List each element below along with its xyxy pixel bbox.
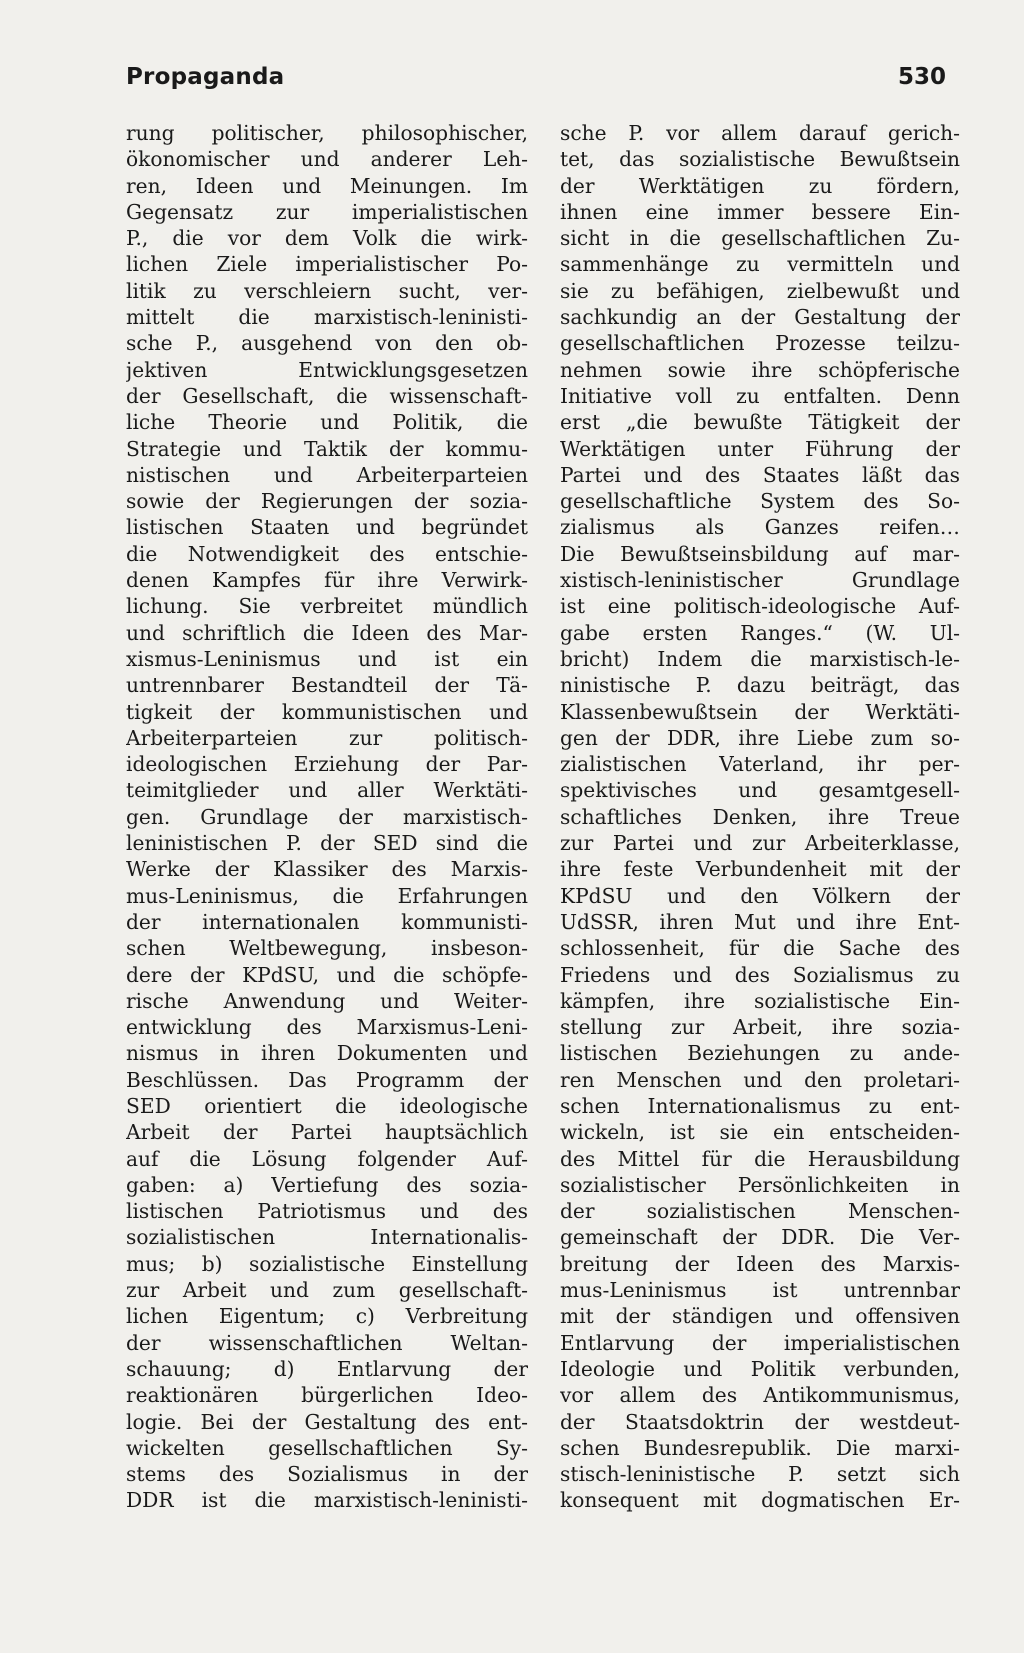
- text-line: mittelt die marxistisch-leninisti-: [126, 305, 528, 330]
- text-line: lichen Ziele imperialistischer Po-: [126, 252, 528, 277]
- text-line: zialismus als Ganzes reifen…: [560, 515, 960, 540]
- text-line: nehmen sowie ihre schöpferische: [560, 357, 960, 382]
- text-line: ninistische P. dazu beiträgt, das: [560, 673, 960, 698]
- text-line: tet, das sozialistische Bewußtsein: [560, 147, 960, 172]
- text-line: Werktätigen unter Führung der: [560, 436, 960, 461]
- text-line: sicht in die gesellschaftlichen Zu-: [560, 226, 960, 251]
- text-line: ist eine politisch-ideologische Auf-: [560, 594, 960, 619]
- right-column: [560, 120, 960, 1514]
- text-line: Die Bewußtseinsbildung auf mar-: [560, 541, 960, 566]
- text-line: denen Kampfes für ihre Verwirk-: [126, 568, 528, 593]
- text-line: Gegensatz zur imperialistischen: [126, 199, 528, 224]
- text-line: ideologischen Erziehung der Par-: [126, 752, 528, 777]
- text-line: gesellschaftlichen Prozesse teilzu-: [560, 331, 960, 356]
- text-line: KPdSU und den Völkern der: [560, 883, 960, 908]
- text-line: mit der ständigen und offensiven: [560, 1304, 960, 1329]
- text-line: sowie der Regierungen der sozia-: [126, 489, 528, 514]
- text-line: lichen Eigentum; c) Verbreitung: [126, 1304, 528, 1329]
- text-line: listischen Patriotismus und des: [126, 1199, 528, 1224]
- text-line: SED orientiert die ideologische: [126, 1093, 528, 1118]
- left-column: [126, 120, 528, 1514]
- text-line: Klassenbewußtsein der Werktäti-: [560, 699, 960, 724]
- text-line: rische Anwendung und Weiter-: [126, 988, 528, 1013]
- running-head: Propaganda: [126, 64, 285, 90]
- text-line: schen Weltbewegung, insbeson-: [126, 936, 528, 961]
- text-line: zur Partei und zur Arbeiterklasse,: [560, 831, 960, 856]
- text-line: stisch-leninistische P. setzt sich: [560, 1462, 960, 1487]
- text-line: sachkundig an der Gestaltung der: [560, 305, 960, 330]
- text-line: bricht) Indem die marxistisch-le-: [560, 646, 960, 671]
- text-line: mus; b) sozialistische Einstellung: [126, 1251, 528, 1276]
- text-line: xismus-Leninismus und ist ein: [126, 646, 528, 671]
- text-line: sche P. vor allem darauf gerich-: [560, 121, 960, 145]
- text-line: stems des Sozialismus in der: [126, 1462, 528, 1487]
- text-line: rung politischer, philosophischer,: [126, 121, 528, 145]
- text-line: ihnen eine immer bessere Ein-: [560, 199, 960, 224]
- text-line: wickelten gesellschaftlichen Sy-: [126, 1435, 528, 1460]
- text-line: DDR ist die marxistisch-leninisti-: [126, 1488, 528, 1513]
- text-line: lichung. Sie verbreitet mündlich: [126, 594, 528, 619]
- text-line: zialistischen Vaterland, ihr per-: [560, 752, 960, 777]
- text-line: gabe ersten Ranges.“ (W. Ul-: [560, 620, 960, 645]
- text-line: ren, Ideen und Meinungen. Im: [126, 173, 528, 198]
- text-line: ren Menschen und den proletari-: [560, 1067, 960, 1092]
- text-line: des Mittel für die Herausbildung: [560, 1146, 960, 1171]
- text-line: reaktionären bürgerlichen Ideo-: [126, 1383, 528, 1408]
- text-line: der Gesellschaft, die wissenschaft-: [126, 383, 528, 408]
- text-line: tigkeit der kommunistischen und: [126, 699, 528, 724]
- text-line: Friedens und des Sozialismus zu: [560, 962, 960, 987]
- text-line: sche P., ausgehend von den ob-: [126, 331, 528, 356]
- text-line: kämpfen, ihre sozialistische Ein-: [560, 988, 960, 1013]
- text-line: zur Arbeit und zum gesellschaft-: [126, 1278, 528, 1303]
- text-line: sozialistischer Persönlichkeiten in: [560, 1172, 960, 1197]
- text-line: xistisch-leninistischer Grundlage: [560, 568, 960, 593]
- text-line: auf die Lösung folgender Auf-: [126, 1146, 528, 1171]
- text-line: sozialistischen Internationalis-: [126, 1225, 528, 1250]
- text-line: gesellschaftliche System des So-: [560, 489, 960, 514]
- text-line: leninistischen P. der SED sind die: [126, 831, 528, 856]
- text-line: Werke der Klassiker des Marxis-: [126, 857, 528, 882]
- text-line: Initiative voll zu entfalten. Denn: [560, 383, 960, 408]
- text-line: gemeinschaft der DDR. Die Ver-: [560, 1225, 960, 1250]
- text-line: schen Internationalismus zu ent-: [560, 1093, 960, 1118]
- page-number: 530: [897, 64, 946, 90]
- text-line: sie zu befähigen, zielbewußt und: [560, 278, 960, 303]
- text-line: erst „die bewußte Tätigkeit der: [560, 410, 960, 435]
- text-line: die Notwendigkeit des entschie-: [126, 541, 528, 566]
- text-line: wickeln, ist sie ein entscheiden-: [560, 1120, 960, 1145]
- text-line: listischen Beziehungen zu ande-: [560, 1041, 960, 1066]
- text-line: gen der DDR, ihre Liebe zum so-: [560, 725, 960, 750]
- text-line: der wissenschaftlichen Weltan-: [126, 1330, 528, 1355]
- text-line: der sozialistischen Menschen-: [560, 1199, 960, 1224]
- text-line: gaben: a) Vertiefung des sozia-: [126, 1172, 528, 1197]
- text-line: der Staatsdoktrin der westdeut-: [560, 1409, 960, 1434]
- text-line: mus-Leninismus ist untrennbar: [560, 1278, 960, 1303]
- text-line: dere der KPdSU, und die schöpfe-: [126, 962, 528, 987]
- text-line: mus-Leninismus, die Erfahrungen: [126, 883, 528, 908]
- text-line: nistischen und Arbeiterparteien: [126, 462, 528, 487]
- text-line: konsequent mit dogmatischen Er-: [560, 1488, 960, 1513]
- text-line: liche Theorie und Politik, die: [126, 410, 528, 435]
- text-line: der Werktätigen zu fördern,: [560, 173, 960, 198]
- text-line: entwicklung des Marxismus-Leni-: [126, 1015, 528, 1040]
- text-line: gen. Grundlage der marxistisch-: [126, 804, 528, 829]
- text-line: vor allem des Antikommunismus,: [560, 1383, 960, 1408]
- text-line: schauung; d) Entlarvung der: [126, 1356, 528, 1381]
- text-line: Strategie und Taktik der kommu-: [126, 436, 528, 461]
- text-line: und schriftlich die Ideen des Mar-: [126, 620, 528, 645]
- text-line: ihre feste Verbundenheit mit der: [560, 857, 960, 882]
- text-line: P., die vor dem Volk die wirk-: [126, 226, 528, 251]
- text-line: listischen Staaten und begründet: [126, 515, 528, 540]
- text-line: sammenhänge zu vermitteln und: [560, 252, 960, 277]
- text-line: Arbeit der Partei hauptsächlich: [126, 1120, 528, 1145]
- text-line: der internationalen kommunisti-: [126, 909, 528, 934]
- text-line: schlossenheit, für die Sache des: [560, 936, 960, 961]
- text-line: teimitglieder und aller Werktäti-: [126, 778, 528, 803]
- text-line: spektivisches und gesamtgesell-: [560, 778, 960, 803]
- text-line: schen Bundesrepublik. Die marxi-: [560, 1435, 960, 1460]
- text-line: stellung zur Arbeit, ihre sozia-: [560, 1015, 960, 1040]
- text-line: Beschlüssen. Das Programm der: [126, 1067, 528, 1092]
- text-line: logie. Bei der Gestaltung des ent-: [126, 1409, 528, 1434]
- text-line: litik zu verschleiern sucht, ver-: [126, 278, 528, 303]
- text-line: UdSSR, ihren Mut und ihre Ent-: [560, 909, 960, 934]
- text-line: jektiven Entwicklungsgesetzen: [126, 357, 528, 382]
- text-line: Ideologie und Politik verbunden,: [560, 1356, 960, 1381]
- text-line: ökonomischer und anderer Leh-: [126, 147, 528, 172]
- text-line: breitung der Ideen des Marxis-: [560, 1251, 960, 1276]
- text-line: nismus in ihren Dokumenten und: [126, 1041, 528, 1066]
- text-line: Arbeiterparteien zur politisch-: [126, 725, 528, 750]
- text-line: Partei und des Staates läßt das: [560, 462, 960, 487]
- text-line: Entlarvung der imperialistischen: [560, 1330, 960, 1355]
- text-line: untrennbarer Bestandteil der Tä-: [126, 673, 528, 698]
- text-line: schaftliches Denken, ihre Treue: [560, 804, 960, 829]
